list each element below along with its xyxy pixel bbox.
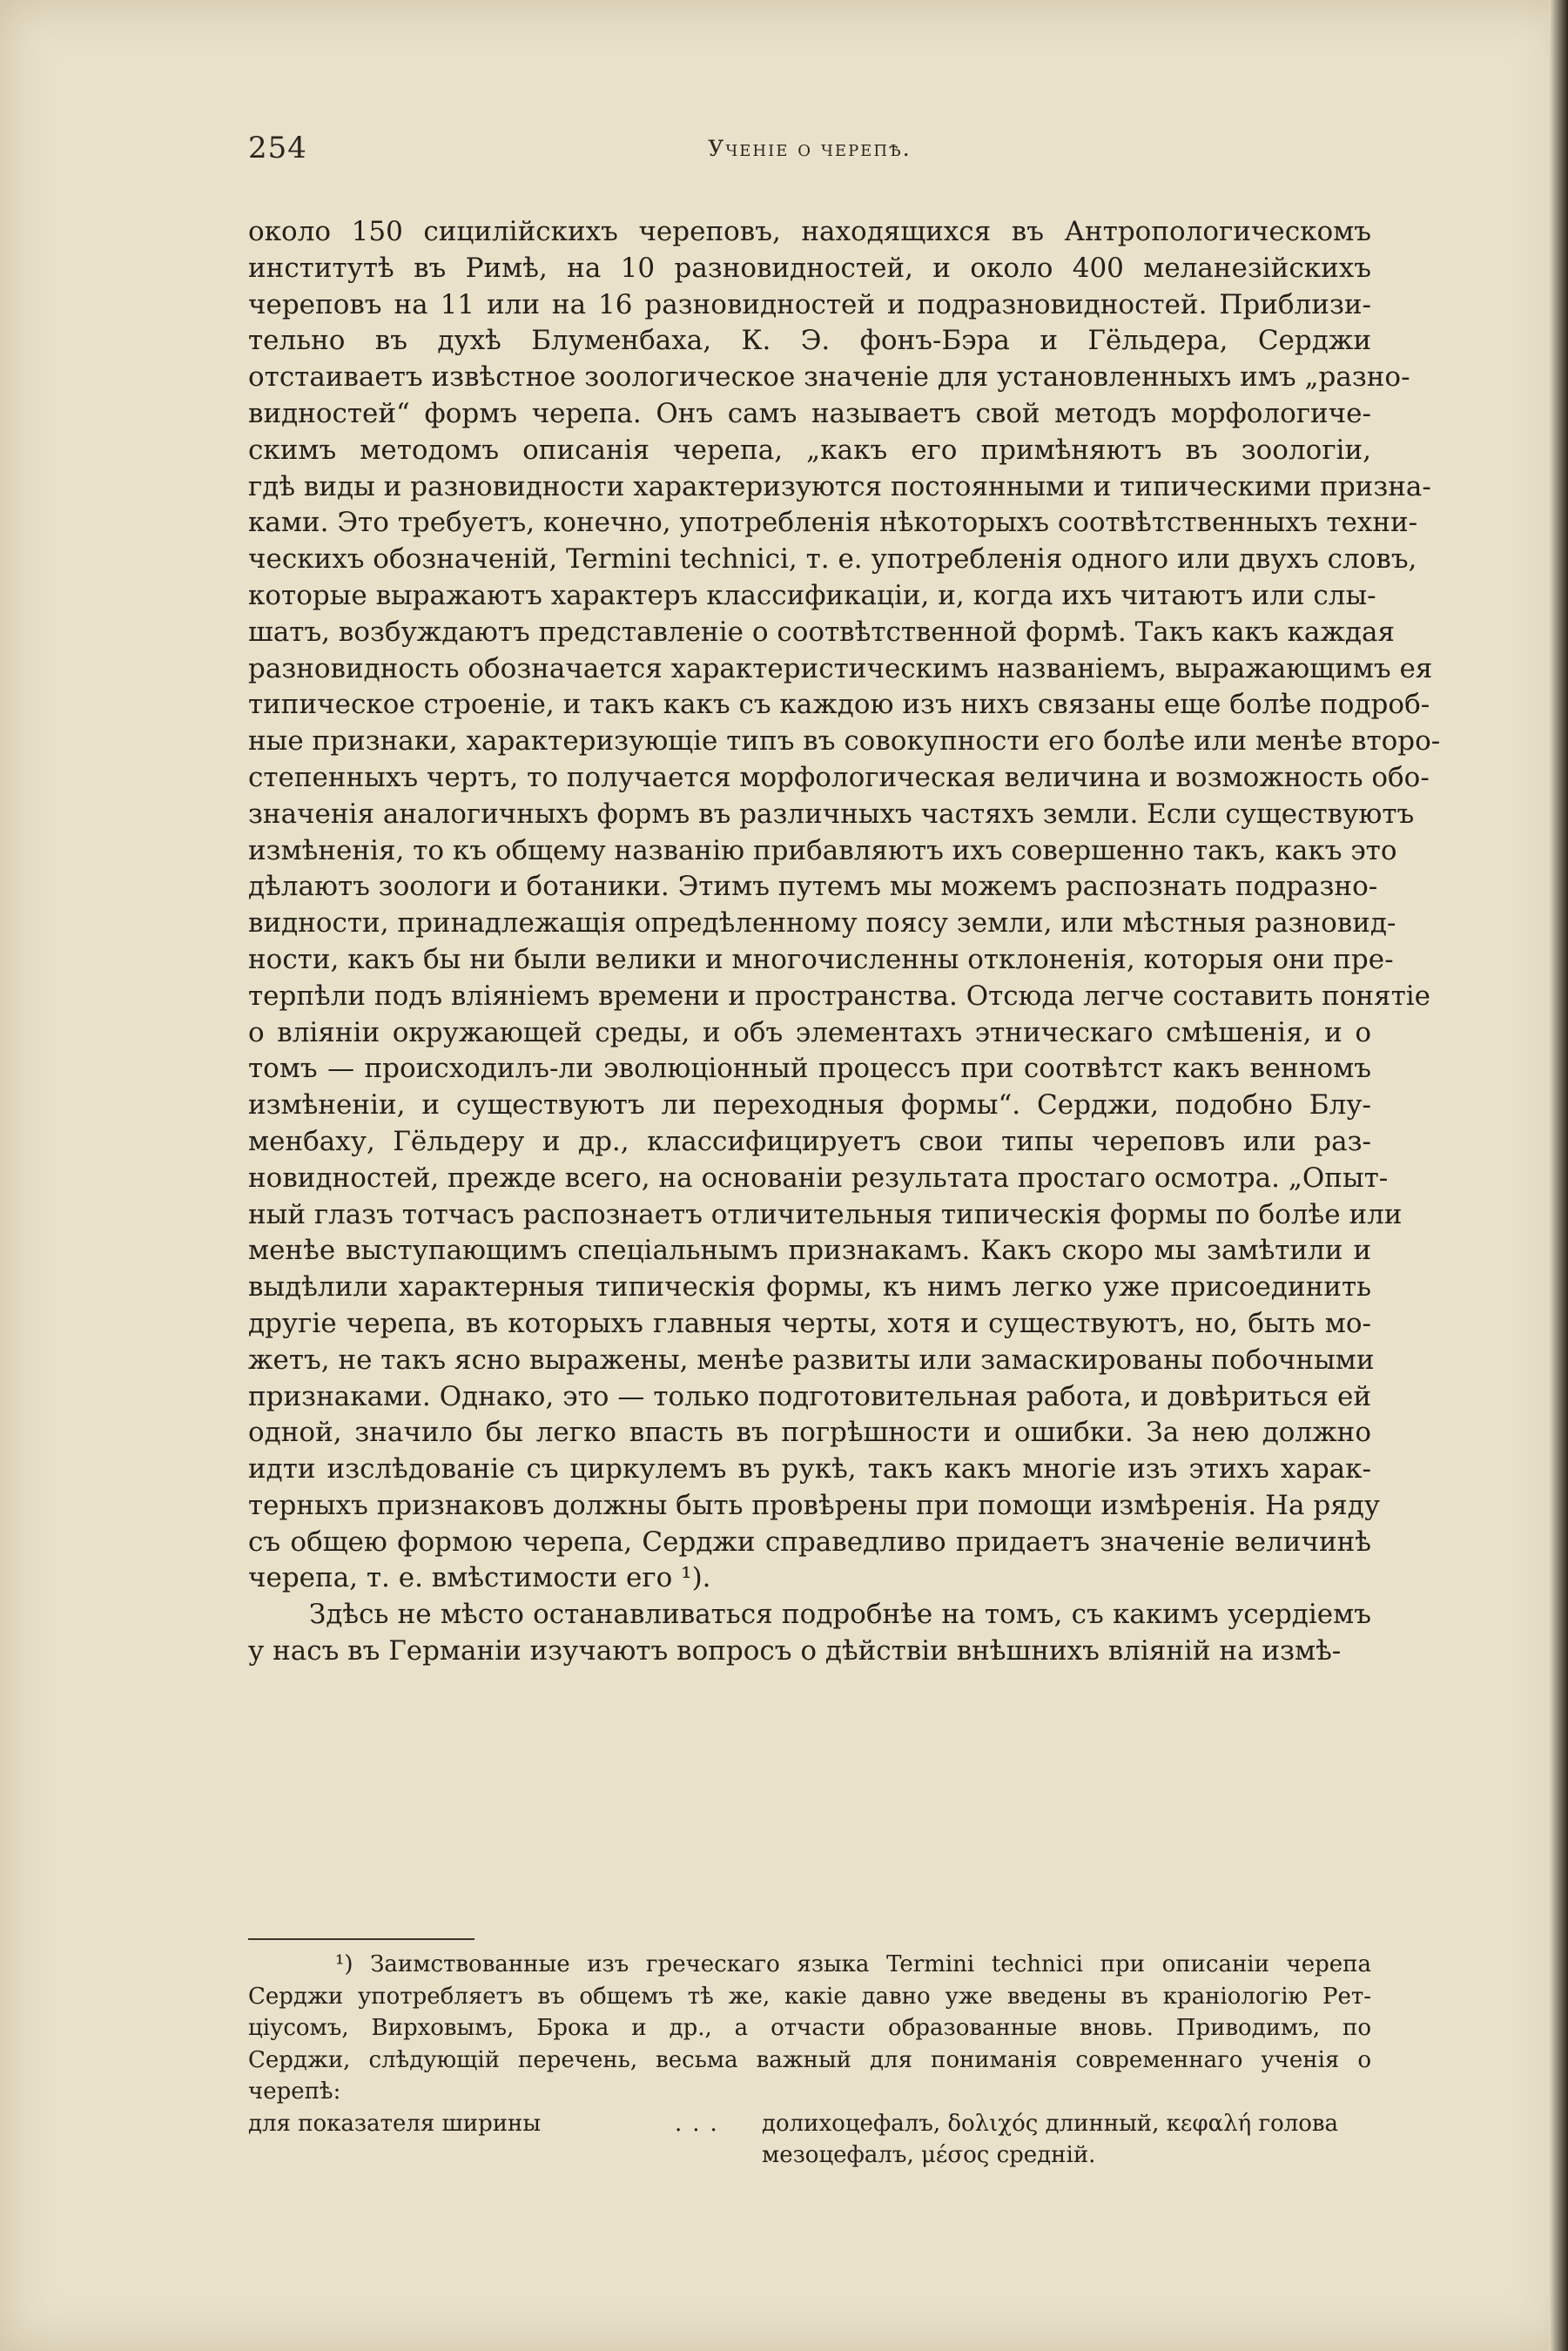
text-line: признаками. Однако, это — только подготовительная работа, и довѣриться ей — [248, 1380, 1371, 1412]
text-line: новидностей, прежде всего, на основаніи результата простаго осмотра. „Опыт- — [248, 1162, 1389, 1194]
text-line: у насъ въ Германіи изучаютъ вопросъ о дѣйствіи внѣшнихъ вліяній на измѣ- — [248, 1635, 1342, 1667]
term-dots: ... — [675, 2110, 728, 2137]
text-line: Серджи, слѣдующій перечень, весьма важный для пониманія современнаго ученія о — [248, 2046, 1371, 2073]
term-values — [762, 2108, 1338, 2172]
running-title: Ученіе о черепѣ. — [708, 136, 912, 161]
text-line: отстаиваетъ извѣстное зоологическое значеніе для установленныхъ имъ „разно- — [248, 361, 1410, 394]
text-line: видностей“ формъ черепа. Онъ самъ называетъ свой методъ морфологиче- — [248, 397, 1371, 429]
text-line: жетъ, не такъ ясно выражены, менѣе развиты или замаскированы побочными — [248, 1344, 1375, 1376]
text-line: черепѣ: — [248, 2078, 341, 2105]
text-line: череповъ на 11 или на 16 разновидностей и подразновидностей. Приблизи- — [248, 288, 1371, 320]
text-line: ¹) Заимствованные изъ греческаго языка Termini technici при описаніи черепа — [335, 1951, 1371, 1977]
text-line: ками. Это требуетъ, конечно, употребленія нѣкоторыхъ соотвѣтственныхъ техни- — [248, 507, 1418, 539]
body-text — [248, 214, 1441, 1670]
page-number: 254 — [248, 131, 307, 165]
paragraph-2 — [248, 1597, 1371, 1670]
text-line: разновидность обозначается характеристическимъ названіемъ, выражающимъ ея — [248, 652, 1433, 684]
footnote-rule — [248, 1938, 474, 1940]
text-line: менѣе выступающимъ спеціальнымъ признакамъ. Какъ скоро мы замѣтили и — [248, 1235, 1371, 1267]
text-line: съ общею формою черепа, Серджи справедливо придаетъ значеніе величинѣ — [248, 1526, 1371, 1558]
text-line: типическое строеніе, и такъ какъ съ каждою изъ нихъ связаны еще болѣе подроб- — [248, 689, 1430, 721]
text-line: черепа, т. е. вмѣстимости его ¹). — [248, 1562, 711, 1594]
text-line: Серджи употребляетъ въ общемъ тѣ же, какіе давно уже введены въ краніологію Рет- — [248, 1983, 1371, 2010]
term-value: долихоцефалъ, δολιχός длинный, κεφαλή голова — [762, 2110, 1339, 2137]
text-line: одной, значило бы легко впасть въ погрѣшности и ошибки. За нею должно — [248, 1417, 1371, 1449]
term-value: мезоцефалъ, μέσος средній. — [762, 2142, 1096, 2168]
text-line: томъ — происходилъ-ли эволюціонный процессъ при соотвѣтст какъ венномъ — [248, 1053, 1371, 1085]
term-label: для показателя ширины — [248, 2110, 542, 2137]
text-line: измѣненія, то къ общему названію прибавляютъ ихъ совершенно такъ, какъ это — [248, 834, 1397, 866]
text-line: Здѣсь не мѣсто останавливаться подробнѣе на томъ, съ какимъ усердіемъ — [309, 1599, 1371, 1631]
text-line: выдѣлили характерныя типическія формы, къ нимъ легко уже присоединить — [248, 1271, 1371, 1303]
term-table — [248, 2108, 1371, 2178]
text-line: степенныхъ чертъ, то получается морфологическая величина и возможность обо- — [248, 761, 1430, 793]
text-line: менбаху, Гёльдеру и др., классифицируетъ свои типы череповъ или раз- — [248, 1125, 1371, 1157]
text-line: ности, какъ бы ни были велики и многочисленны отклоненія, которыя они пре- — [248, 943, 1394, 975]
text-line: значенія аналогичныхъ формъ въ различныхъ частяхъ земли. Если существуютъ — [248, 798, 1415, 830]
text-line: ціусомъ, Вирховымъ, Брока и др., а отчасти образованные вновь. Приводимъ, по — [248, 2015, 1371, 2041]
footnote-text — [248, 1949, 1371, 2108]
text-line: видности, принадлежащія опредѣленному поясу земли, или мѣстныя разновид- — [248, 907, 1396, 940]
text-line: ческихъ обозначеній, Termini technici, т. е. употребленія одного или двухъ словъ, — [248, 543, 1417, 576]
text-line: около 150 сицилійскихъ череповъ, находящихся въ Антропологическомъ — [248, 216, 1371, 247]
text-line: тельно въ духѣ Блуменбаха, К. Э. фонъ-Бэра и Гёльдера, Серджи — [248, 325, 1371, 357]
text-line: шатъ, возбуждаютъ представленіе о соотвѣтственной формѣ. Такъ какъ каждая — [248, 616, 1395, 648]
text-line: о вліяніи окружающей среды, и объ элементахъ этническаго смѣшенія, и о — [248, 1016, 1371, 1048]
page-header — [248, 131, 1371, 174]
footnote — [248, 1949, 1371, 2178]
text-line: ные признаки, характеризующіе типъ въ совокупности его болѣе или менѣе второ- — [248, 725, 1441, 758]
text-line: измѣненіи, и существуютъ ли переходныя формы“. Серджи, подобно Блу- — [248, 1089, 1371, 1122]
text-line: институтѣ въ Римѣ, на 10 разновидностей, и около 400 меланезійскихъ — [248, 252, 1371, 284]
text-line: другіе черепа, въ которыхъ главныя черты, хотя и существуютъ, но, быть мо- — [248, 1307, 1371, 1339]
text-line: которые выражаютъ характеръ классификаціи, и, когда ихъ читаютъ или слы- — [248, 579, 1376, 611]
text-line: ный глазъ тотчасъ распознаетъ отличительныя типическія формы по болѣе или — [248, 1198, 1403, 1230]
page-edge-shadow — [1549, 0, 1568, 2351]
text-line: идти изслѣдованіе съ циркулемъ въ рукѣ, такъ какъ многіе изъ этихъ харак- — [248, 1453, 1371, 1485]
text-line: терпѣли подъ вліяніемъ времени и пространства. Отсюда легче составить понятіе — [248, 980, 1431, 1012]
text-line: дѣлаютъ зоологи и ботаники. Этимъ путемъ мы можемъ распознать подразно- — [248, 871, 1378, 903]
text-line: скимъ методомъ описанія черепа, „какъ его примѣняютъ въ зоологіи, — [248, 434, 1371, 466]
text-line: терныхъ признаковъ должны быть провѣрены при помощи измѣренія. На ряду — [248, 1489, 1381, 1521]
paragraph-1 — [248, 214, 1441, 1597]
text-line: гдѣ виды и разновидности характеризуются постоянными и типическими призна- — [248, 470, 1431, 502]
